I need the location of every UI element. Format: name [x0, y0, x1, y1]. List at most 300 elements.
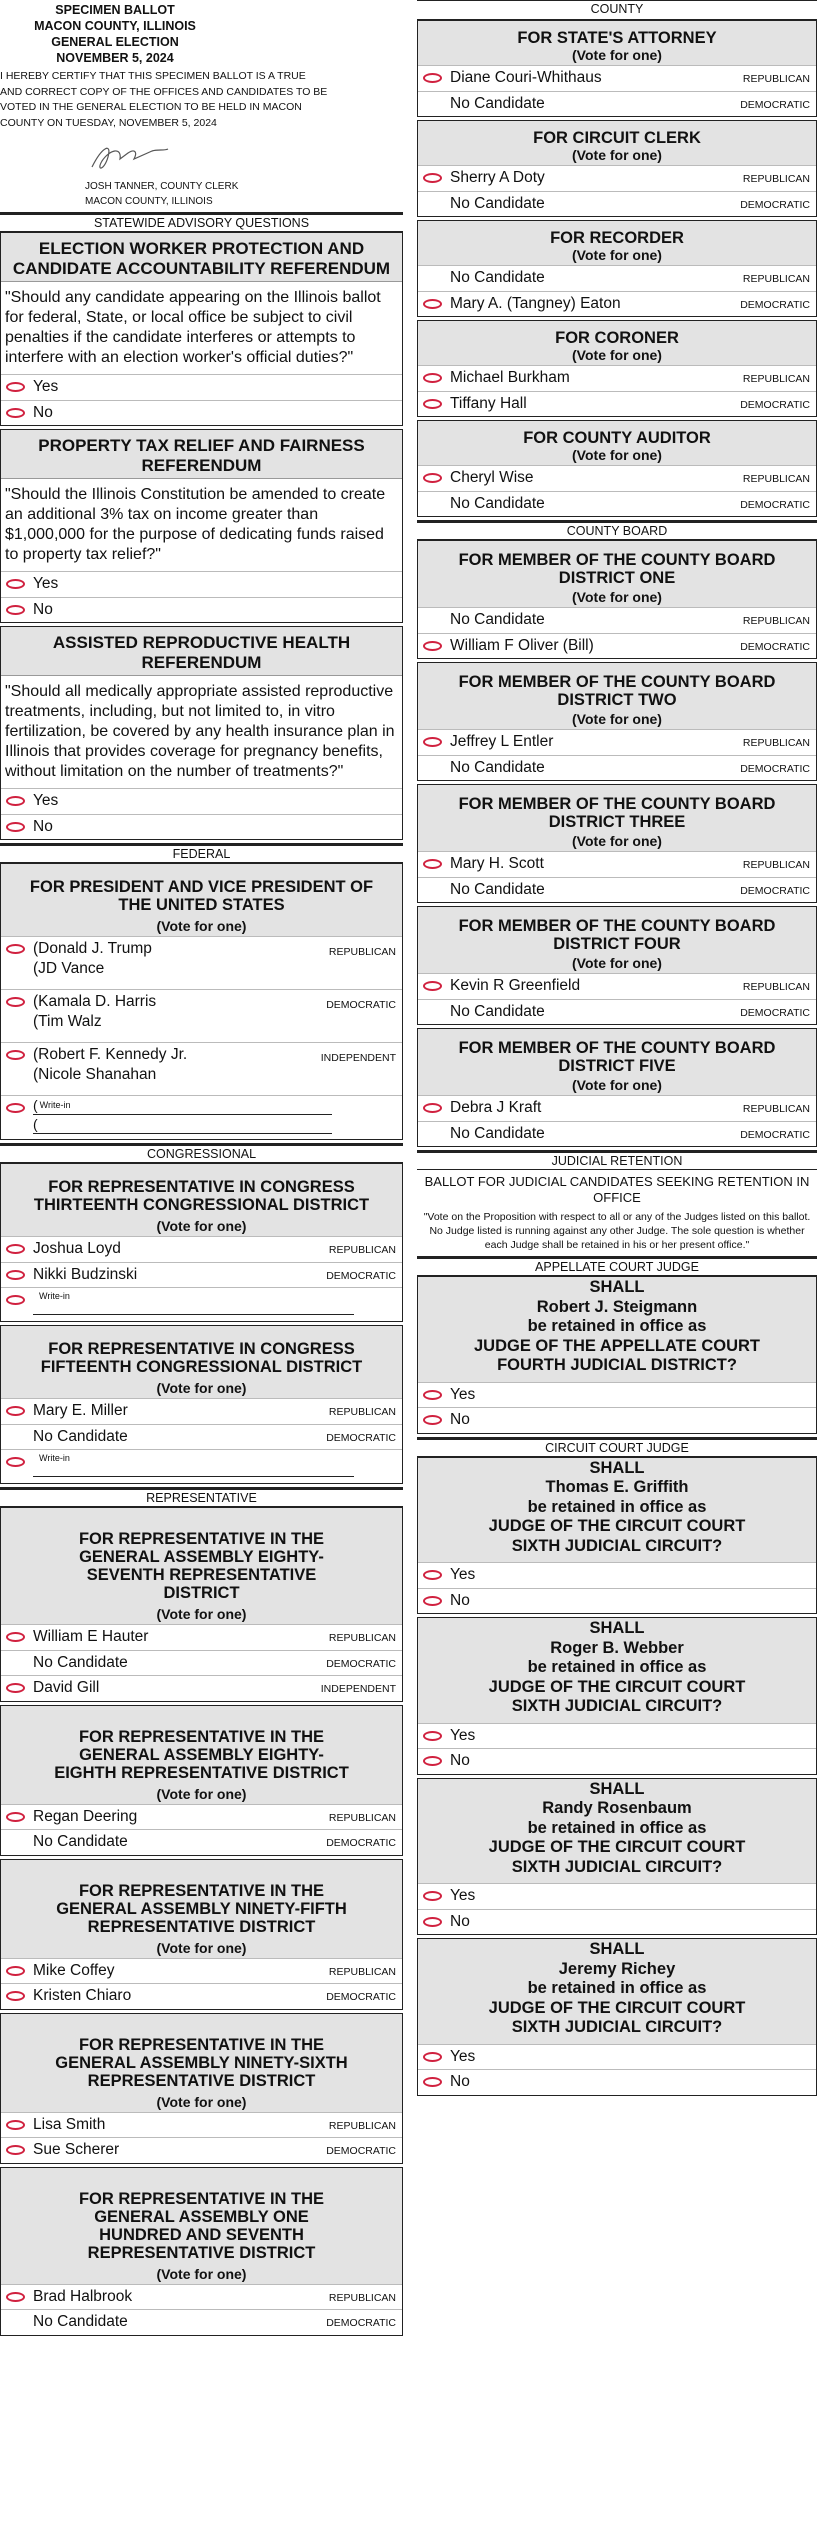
retention-shall: SHALL — [589, 1940, 645, 1958]
write-in-option[interactable] — [1, 1095, 402, 1139]
candidate-option — [1, 1424, 402, 1450]
contest-box — [417, 120, 817, 217]
candidate-name: Yes — [33, 792, 59, 809]
vote-oval[interactable] — [423, 981, 442, 991]
vote-oval[interactable] — [423, 373, 442, 383]
retention-retained: be retained in office as — [527, 1979, 707, 1997]
candidate-name: No — [33, 817, 53, 835]
candidate-name: Joshua Loyd — [33, 1240, 121, 1257]
retention-office: JUDGE OF THE CIRCUIT COURT — [488, 1677, 746, 1696]
president-name: (Kamala D. Harris — [33, 993, 157, 1010]
left-column — [0, 0, 403, 2339]
contest-title: FOR REPRESENTATIVE IN THE GENERAL ASSEMBLY EIGHTY-SEVENTH REPRESENTATIVE DISTRICT — [1, 1508, 402, 1606]
candidate-option[interactable] — [1, 814, 402, 840]
candidate-option — [418, 491, 816, 517]
candidate-name: Debra J Kraft — [450, 1099, 542, 1116]
candidate-option[interactable] — [1, 571, 402, 597]
contest-title: FOR MEMBER OF THE COUNTY BOARD DISTRICT FIVE — [418, 1029, 816, 1077]
write-in-line-2[interactable]: ( — [33, 1115, 332, 1134]
contest-box — [417, 784, 817, 903]
contest-title: FOR REPRESENTATIVE IN CONGRESS THIRTEENTH CONGRESSIONAL DISTRICT — [1, 1164, 402, 1218]
contest-box — [0, 1507, 403, 1702]
candidate-name: Jeffrey L Entler — [450, 733, 554, 750]
candidate-name: Mary E. Miller — [33, 1402, 128, 1419]
certification-text: I HEREBY CERTIFY THAT THIS SPECIMEN BALLOT IS A TRUE AND CORRECT COPY OF THE OFFICES AND CANDIDATES TO BE VOTED IN THE GENERAL ELECTION TO BE HELD IN MACON COUNTY ON TUESDAY, NOVEMBER 5, 2024 — [0, 70, 328, 129]
retention-name: Roger B. Webber — [550, 1638, 684, 1657]
candidate-option — [1, 1650, 402, 1676]
candidate-name: Kevin R Greenfield — [450, 977, 581, 994]
section-county-board: COUNTY BOARD — [417, 520, 817, 540]
section-congressional: CONGRESSIONAL — [0, 1143, 403, 1163]
candidate-option[interactable] — [418, 365, 816, 391]
candidate-option[interactable] — [418, 1095, 816, 1121]
contest-box — [0, 1859, 403, 2010]
vote-oval[interactable] — [423, 737, 442, 747]
party-label: DEMOCRATIC — [326, 1991, 396, 2003]
section-appellate: APPELLATE COURT JUDGE — [417, 1256, 817, 1276]
vice-president-name: (JD Vance — [33, 960, 105, 977]
contest-title: FOR PRESIDENT AND VICE PRESIDENT OF THE UNITED STATES — [1, 864, 402, 918]
candidate-name: Yes — [33, 378, 59, 395]
party-label: REPUBLICAN — [328, 2291, 396, 2304]
candidate-name: No Candidate — [450, 1002, 545, 1020]
retention-question — [418, 1458, 816, 1563]
party-label: REPUBLICAN — [742, 615, 810, 627]
vote-oval[interactable] — [423, 1570, 442, 1580]
header-line: SPECIMEN BALLOT — [55, 3, 175, 17]
party-label: DEMOCRATIC — [326, 1269, 396, 1282]
retention-office: JUDGE OF THE CIRCUIT COURT — [488, 1517, 746, 1535]
vote-for-one: (Vote for one) — [418, 1077, 816, 1095]
candidate-option[interactable] — [418, 465, 816, 491]
candidate-option — [418, 265, 816, 291]
contest-title: FOR RECORDER — [418, 221, 816, 247]
retention-name: Robert J. Steigmann — [536, 1297, 698, 1316]
write-in-paren: ( — [33, 1097, 38, 1113]
party-label: DEMOCRATIC — [740, 762, 810, 775]
vote-for-one: (Vote for one) — [418, 955, 816, 973]
party-label: REPUBLICAN — [742, 173, 810, 185]
vote-oval[interactable] — [423, 73, 442, 83]
candidate-option[interactable] — [1, 597, 402, 623]
vote-for-one: (Vote for one) — [1, 918, 402, 936]
vote-oval[interactable] — [423, 1596, 442, 1606]
vote-oval[interactable] — [6, 2292, 25, 2302]
retention-shall: SHALL — [589, 1619, 645, 1637]
clerk-signature — [0, 131, 403, 179]
section-county: COUNTY — [417, 0, 817, 20]
candidate-name: Diane Couri-Whithaus — [450, 69, 602, 86]
vote-oval[interactable] — [423, 1891, 442, 1901]
vote-oval[interactable] — [6, 1295, 25, 1305]
vote-oval[interactable] — [6, 944, 25, 954]
referendum-box — [0, 232, 403, 426]
party-label: DEMOCRATIC — [740, 198, 810, 211]
vote-for-one: (Vote for one) — [418, 711, 816, 729]
party-label: DEMOCRATIC — [740, 398, 810, 411]
vote-for-one: (Vote for one) — [418, 347, 816, 365]
candidate-option[interactable] — [1, 1236, 402, 1262]
candidate-name: Mike Coffey — [33, 1961, 115, 1979]
candidate-option[interactable] — [418, 973, 816, 999]
candidate-option — [1, 1829, 402, 1855]
section-representative: REPRESENTATIVE — [0, 1487, 403, 1507]
judicial-instructions: "Vote on the Proposition with respect to all or any of the Judges listed on this ballot. No Judge listed is running against any other Judge. The sole question is whether each Judge shall be retained in his or her present office." — [423, 1211, 811, 1251]
party-label: DEMOCRATIC — [326, 2317, 396, 2329]
contest-title: FOR MEMBER OF THE COUNTY BOARD DISTRICT TWO — [418, 663, 816, 711]
vote-oval[interactable] — [423, 299, 442, 309]
retention-office: JUDGE OF THE APPELLATE COURT — [473, 1336, 760, 1355]
candidate-option[interactable] — [418, 633, 816, 659]
candidate-name: William E Hauter — [33, 1628, 149, 1645]
vote-oval[interactable] — [6, 1270, 25, 1280]
president-name: (Donald J. Trump — [33, 940, 152, 957]
contest-box — [0, 2167, 403, 2336]
retention-district: SIXTH JUDICIAL CIRCUIT? — [511, 2018, 723, 2036]
retention-retained: be retained in office as — [527, 1818, 707, 1837]
candidate-name: Yes — [33, 575, 59, 592]
vote-for-one: (Vote for one) — [1, 2266, 402, 2284]
vote-for-one: (Vote for one) — [418, 589, 816, 607]
candidate-option[interactable] — [418, 165, 816, 191]
retention-retained: be retained in office as — [527, 1658, 707, 1676]
vote-oval[interactable] — [6, 2120, 25, 2130]
vote-for-one: (Vote for one) — [1, 2094, 402, 2112]
candidate-option[interactable] — [1, 1983, 402, 2009]
candidate-name: David Gill — [33, 1679, 100, 1696]
candidate-option[interactable] — [1, 400, 402, 426]
party-label: REPUBLICAN — [328, 1811, 396, 1824]
candidate-option[interactable] — [1, 374, 402, 400]
vote-oval[interactable] — [423, 2077, 442, 2087]
write-in-label: Write-in — [39, 1453, 70, 1463]
candidate-option[interactable] — [418, 851, 816, 877]
party-label: DEMOCRATIC — [740, 884, 810, 897]
vote-oval[interactable] — [423, 1103, 442, 1113]
party-label: REPUBLICAN — [328, 946, 396, 958]
retention-shall: SHALL — [589, 1779, 645, 1798]
vote-oval[interactable] — [6, 605, 25, 615]
contest-title: FOR COUNTY AUDITOR — [418, 421, 816, 447]
party-label: DEMOCRATIC — [740, 640, 810, 653]
candidate-option[interactable] — [418, 1883, 816, 1909]
vote-oval[interactable] — [6, 1050, 25, 1060]
vote-oval[interactable] — [423, 1917, 442, 1927]
retention-box — [417, 1617, 817, 1775]
candidate-name: No Candidate — [450, 1124, 545, 1142]
referendum-text: "Should the Illinois Constitution be amended to create an additional 3% tax on income greater than $1,000,000 for the purpose of dedicating funds raised to property tax relief?" — [5, 486, 386, 563]
candidate-option[interactable] — [1, 788, 402, 814]
contest-box — [417, 1028, 817, 1147]
candidate-name: Mary A. (Tangney) Eaton — [450, 294, 621, 312]
party-label: REPUBLICAN — [328, 2119, 396, 2132]
candidate-option[interactable] — [418, 391, 816, 417]
vote-for-one: (Vote for one) — [1, 1786, 402, 1804]
party-label: REPUBLICAN — [328, 1965, 396, 1978]
write-in-option[interactable] — [1, 1287, 402, 1321]
party-label: REPUBLICAN — [742, 859, 810, 871]
vote-oval[interactable] — [6, 2145, 25, 2155]
referendum-title: ASSISTED REPRODUCTIVE HEALTH REFERENDUM — [1, 627, 402, 676]
vote-oval[interactable] — [423, 2052, 442, 2062]
candidate-name: No — [450, 1411, 470, 1428]
vote-oval[interactable] — [6, 997, 25, 1007]
section-judicial-retention: JUDICIAL RETENTION — [417, 1150, 817, 1170]
party-label: DEMOCRATIC — [740, 98, 810, 111]
vote-oval[interactable] — [423, 473, 442, 483]
candidate-name: No Candidate — [450, 494, 545, 512]
candidate-name: Cheryl Wise — [450, 469, 534, 486]
candidate-name: Sue Scherer — [33, 2141, 120, 2158]
vote-oval[interactable] — [423, 173, 442, 183]
candidate-name: Yes — [450, 2047, 476, 2065]
referendum-title: PROPERTY TAX RELIEF AND FAIRNESS REFERENDUM — [1, 430, 402, 479]
candidate-option[interactable] — [418, 291, 816, 317]
retention-question — [418, 1779, 816, 1884]
vote-oval[interactable] — [6, 408, 25, 418]
retention-shall: SHALL — [589, 1278, 645, 1296]
candidate-option[interactable] — [1, 1262, 402, 1288]
contest-box — [417, 20, 817, 117]
candidate-name: Michael Burkham — [450, 369, 570, 386]
vote-oval[interactable] — [6, 796, 25, 806]
header-line: MACON COUNTY, ILLINOIS — [34, 19, 196, 33]
contest-box — [417, 320, 817, 417]
retention-box — [417, 1276, 817, 1434]
contest-title: FOR MEMBER OF THE COUNTY BOARD DISTRICT FOUR — [418, 907, 816, 955]
write-in-option[interactable] — [1, 1449, 402, 1483]
contest-title: FOR REPRESENTATIVE IN THE GENERAL ASSEMBLY ONE HUNDRED AND SEVENTH REPRESENTATIVE DISTRICT — [1, 2168, 402, 2266]
party-label: REPUBLICAN — [328, 1244, 396, 1256]
candidate-option[interactable] — [1, 1804, 402, 1830]
contest-title: FOR MEMBER OF THE COUNTY BOARD DISTRICT THREE — [418, 785, 816, 833]
vote-oval[interactable] — [423, 1415, 442, 1425]
candidate-option[interactable] — [418, 1909, 816, 1935]
vote-oval[interactable] — [6, 1812, 25, 1822]
vote-oval[interactable] — [423, 859, 442, 869]
retention-district: SIXTH JUDICIAL CIRCUIT? — [511, 1697, 723, 1715]
candidate-name: Mary H. Scott — [450, 855, 544, 872]
clerk-county: MACON COUNTY, ILLINOIS — [85, 196, 213, 207]
retention-name: Jeremy Richey — [558, 1959, 676, 1978]
candidate-name: No Candidate — [450, 94, 545, 112]
retention-box — [417, 1938, 817, 2096]
candidate-name: Regan Deering — [33, 1807, 138, 1825]
party-label: DEMOCRATIC — [326, 1657, 396, 1670]
vote-oval[interactable] — [6, 579, 25, 589]
contest-box — [417, 906, 817, 1025]
candidate-option[interactable] — [1, 1958, 402, 1984]
contest-box — [417, 662, 817, 781]
write-in-line[interactable] — [33, 1314, 354, 1315]
retention-retained: be retained in office as — [527, 1497, 707, 1516]
candidate-option[interactable] — [1, 2137, 402, 2163]
retention-shall: SHALL — [589, 1458, 645, 1477]
party-label: REPUBLICAN — [742, 373, 810, 385]
vice-president-name: (Nicole Shanahan — [33, 1066, 157, 1083]
party-label: DEMOCRATIC — [740, 298, 810, 311]
section-circuit: CIRCUIT COURT JUDGE — [417, 1437, 817, 1457]
candidate-option[interactable] — [418, 1723, 816, 1749]
contest-title: FOR MEMBER OF THE COUNTY BOARD DISTRICT ONE — [418, 541, 816, 589]
candidate-option[interactable] — [1, 2112, 402, 2138]
candidate-name: No — [33, 600, 53, 618]
party-label: DEMOCRATIC — [326, 2145, 396, 2157]
contest-box — [417, 420, 817, 517]
vote-oval[interactable] — [6, 1683, 25, 1693]
header-line: GENERAL ELECTION — [51, 35, 179, 49]
vote-oval[interactable] — [6, 1632, 25, 1642]
candidate-name: Kristen Chiaro — [33, 1987, 132, 2004]
candidate-option[interactable] — [418, 1748, 816, 1774]
contest-box — [417, 220, 817, 317]
party-label: DEMOCRATIC — [326, 1837, 396, 1849]
ticket-option[interactable] — [1, 1042, 402, 1095]
party-label: DEMOCRATIC — [326, 999, 396, 1011]
candidate-option[interactable] — [418, 1588, 816, 1614]
vote-for-one: (Vote for one) — [418, 833, 816, 851]
vote-oval[interactable] — [6, 1457, 25, 1467]
candidate-name: No Candidate — [450, 611, 545, 628]
vote-oval[interactable] — [6, 382, 25, 392]
write-in-label: Write-in — [39, 1291, 70, 1301]
contest-title: FOR REPRESENTATIVE IN THE GENERAL ASSEMBLY NINETY-FIFTH REPRESENTATIVE DISTRICT — [1, 1860, 402, 1940]
retention-office: JUDGE OF THE CIRCUIT COURT — [488, 1838, 746, 1856]
vote-oval[interactable] — [423, 1731, 442, 1741]
header-line: NOVEMBER 5, 2024 — [56, 51, 174, 65]
candidate-option[interactable] — [1, 1398, 402, 1424]
candidate-name: Yes — [450, 1385, 476, 1403]
candidate-name: Tiffany Hall — [450, 394, 527, 412]
retention-district: SIXTH JUDICIAL CIRCUIT? — [511, 1857, 723, 1876]
vote-for-one: (Vote for one) — [1, 1380, 402, 1398]
candidate-option[interactable] — [1, 2284, 402, 2310]
party-label: REPUBLICAN — [742, 1103, 810, 1115]
write-in-line-1[interactable] — [33, 1096, 332, 1115]
contest-box — [417, 540, 817, 659]
vote-for-one: (Vote for one) — [1, 1606, 402, 1624]
ticket-option[interactable] — [1, 989, 402, 1042]
candidate-option[interactable] — [418, 2044, 816, 2070]
vote-oval[interactable] — [423, 1756, 442, 1766]
president-name: (Robert F. Kennedy Jr. — [33, 1046, 188, 1063]
candidate-name: No — [450, 1912, 470, 1930]
party-label: REPUBLICAN — [742, 473, 810, 485]
candidate-name: No Candidate — [33, 1427, 128, 1445]
candidate-name: Lisa Smith — [33, 2115, 106, 2133]
candidate-name: No Candidate — [450, 758, 545, 776]
vice-president-name: (Tim Walz — [33, 1013, 102, 1030]
candidate-option — [1, 2309, 402, 2335]
party-label: INDEPENDENT — [320, 1052, 396, 1064]
contest-title: FOR REPRESENTATIVE IN CONGRESS FIFTEENTH CONGRESSIONAL DISTRICT — [1, 1326, 402, 1380]
candidate-name: No — [450, 1591, 470, 1609]
candidate-option[interactable] — [418, 1562, 816, 1588]
vote-oval[interactable] — [6, 1244, 25, 1254]
candidate-option — [418, 1121, 816, 1147]
vote-for-one: (Vote for one) — [418, 47, 816, 65]
clerk-block — [0, 179, 403, 209]
candidate-option[interactable] — [1, 1624, 402, 1650]
contest-title: FOR STATE'S ATTORNEY — [418, 21, 816, 47]
retention-office: JUDGE OF THE CIRCUIT COURT — [488, 1998, 746, 2017]
ticket-option[interactable] — [1, 936, 402, 989]
candidate-name: No Candidate — [450, 194, 545, 212]
vote-for-one: (Vote for one) — [418, 447, 816, 465]
candidate-name: Sherry A Doty — [450, 169, 545, 186]
vote-oval[interactable] — [423, 1390, 442, 1400]
retention-question — [418, 1277, 816, 1382]
contest-box — [0, 1705, 403, 1856]
contest-title: FOR CIRCUIT CLERK — [418, 121, 816, 147]
candidate-name: No Candidate — [33, 2313, 128, 2330]
candidate-option[interactable] — [418, 2069, 816, 2095]
candidate-option — [418, 877, 816, 903]
party-label: INDEPENDENT — [320, 1683, 396, 1695]
party-label: REPUBLICAN — [742, 981, 810, 993]
referendum-text: "Should any candidate appearing on the Illinois ballot for federal, State, or local office be subject to civil penalties if the candidate interferes or attempts to interfere with an election worker's official duties?" — [5, 289, 381, 366]
candidate-option — [418, 755, 816, 781]
retention-name: Randy Rosenbaum — [542, 1799, 692, 1817]
judicial-instructions-box — [417, 1170, 817, 1256]
vote-oval[interactable] — [6, 1991, 25, 2001]
candidate-name: Yes — [450, 1566, 476, 1583]
retention-box — [417, 1778, 817, 1936]
contest-box-president — [0, 863, 403, 1140]
party-label: DEMOCRATIC — [740, 1006, 810, 1019]
candidate-option[interactable] — [418, 65, 816, 91]
candidate-option[interactable] — [418, 1382, 816, 1408]
referendum-box — [0, 429, 403, 623]
retention-district: SIXTH JUDICIAL CIRCUIT? — [511, 1536, 723, 1555]
section-advisory: STATEWIDE ADVISORY QUESTIONS — [0, 212, 403, 232]
referendum-title: ELECTION WORKER PROTECTION AND CANDIDATE ACCOUNTABILITY REFERENDUM — [1, 233, 402, 282]
candidate-name: No Candidate — [33, 1653, 128, 1671]
retention-district: FOURTH JUDICIAL DISTRICT? — [497, 1356, 737, 1374]
candidate-name: No — [450, 1752, 470, 1769]
referendum-text: "Should all medically appropriate assisted reproductive treatments, including, but not limited to, in vitro fertilization, be covered by any health insurance plan in Illinois that provides coverage for pregnancy benefits, without limitation on the number of treatments?" — [5, 683, 395, 780]
vote-oval[interactable] — [6, 1406, 25, 1416]
candidate-option[interactable] — [418, 729, 816, 755]
contest-box — [0, 1163, 403, 1322]
candidate-name: Nikki Budzinski — [33, 1265, 138, 1283]
write-in-line[interactable] — [33, 1476, 354, 1477]
vote-oval[interactable] — [423, 399, 442, 409]
candidate-option[interactable] — [1, 1675, 402, 1701]
candidate-name: Yes — [450, 1887, 476, 1904]
vote-oval[interactable] — [6, 822, 25, 832]
candidate-name: No Candidate — [450, 880, 545, 898]
referendum-box — [0, 626, 403, 840]
contest-box — [0, 2013, 403, 2164]
vote-oval[interactable] — [6, 1966, 25, 1976]
vote-oval[interactable] — [423, 641, 442, 651]
candidate-name: No Candidate — [33, 1833, 128, 1850]
retention-question — [418, 1939, 816, 2044]
candidate-option[interactable] — [418, 1407, 816, 1433]
judicial-heading: BALLOT FOR JUDICIAL CANDIDATES SEEKING RETENTION IN OFFICE — [424, 1174, 810, 1205]
vote-oval[interactable] — [6, 1103, 25, 1113]
retention-question — [418, 1618, 816, 1723]
candidate-option — [418, 607, 816, 633]
party-label: REPUBLICAN — [742, 73, 810, 85]
write-in-label: Write-in — [39, 1100, 71, 1110]
vote-for-one: (Vote for one) — [1, 1940, 402, 1958]
candidate-name: Yes — [450, 1726, 476, 1744]
party-label: REPUBLICAN — [328, 1406, 396, 1418]
retention-name: Thomas E. Griffith — [545, 1478, 689, 1496]
vote-for-one: (Vote for one) — [418, 147, 816, 165]
